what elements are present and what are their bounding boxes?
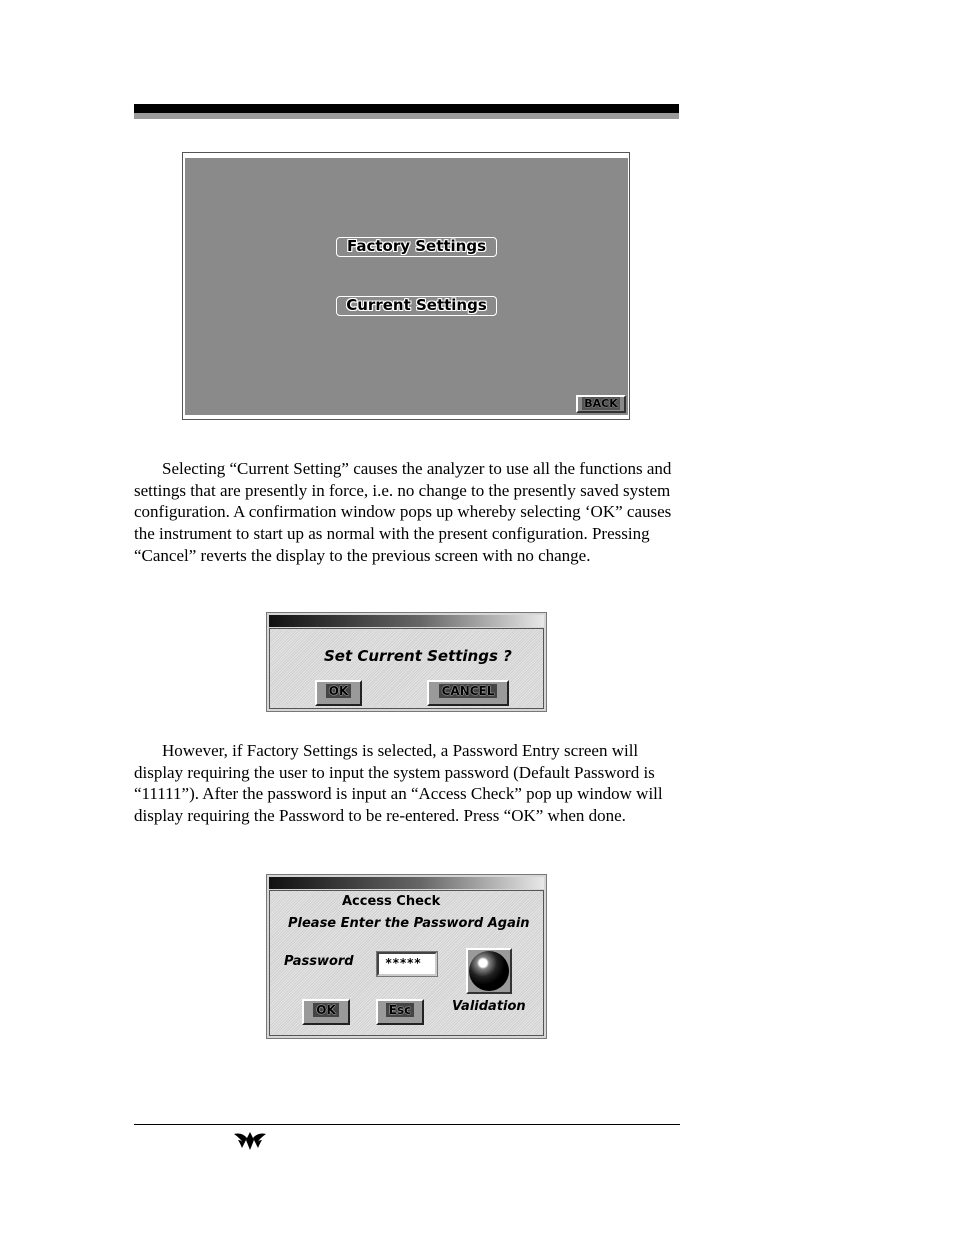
access-dialog-titlebar [269, 877, 544, 889]
paragraph-factory-settings: However, if Factory Settings is selected, a Password Entry screen will display requiring the user to input the system password (Default Password is “11111”). After the password is input an “Access Check” pop up window will display requiring the Password to be re-entered. Press “OK” when done. [134, 741, 663, 826]
header-rule-gray [134, 113, 679, 119]
confirm-ok-button[interactable] [315, 680, 362, 706]
confirm-dialog-body [269, 628, 544, 709]
password-input[interactable]: ***** [377, 952, 437, 976]
validation-indicator-icon [466, 948, 512, 994]
paragraph-current-setting: Selecting “Current Setting” causes the analyzer to use all the functions and settings that are presently in force, i.e. no change to the presently saved system configuration. A confirmation window pops up whereby selecting ‘OK” causes the instrument to start up as normal with the present configuration. Pressing “Cancel” reverts the display to the previous screen with no change. [134, 459, 672, 565]
access-title: Access Check [342, 894, 441, 909]
access-prompt: Please Enter the Password Again [288, 916, 530, 931]
validation-ball [469, 951, 509, 991]
access-esc-button[interactable] [376, 999, 424, 1025]
access-ok-button[interactable] [302, 999, 350, 1025]
access-ok-label: OK [313, 1003, 339, 1017]
settings-screen-panel [185, 158, 628, 415]
confirm-cancel-button[interactable] [427, 680, 509, 706]
settings-screen [182, 152, 630, 420]
confirm-ok-label: OK [326, 684, 352, 698]
confirm-message: Set Current Settings ? [324, 647, 512, 665]
header-rule-black [134, 104, 679, 113]
teledyne-logo-icon [232, 1130, 268, 1152]
back-button-label: BACK [584, 397, 618, 410]
confirm-dialog-titlebar [269, 615, 544, 627]
back-button[interactable] [576, 395, 626, 413]
validation-label: Validation [452, 999, 526, 1014]
factory-settings-button[interactable]: Factory Settings [336, 237, 497, 257]
access-check-dialog [266, 874, 547, 1039]
password-label: Password [284, 954, 354, 969]
confirm-dialog [266, 612, 547, 712]
access-esc-label: Esc [386, 1003, 414, 1017]
access-dialog-body [269, 890, 544, 1036]
confirm-cancel-label: CANCEL [439, 684, 498, 698]
current-settings-button[interactable]: Current Settings [336, 296, 497, 316]
footer-rule [134, 1124, 680, 1125]
